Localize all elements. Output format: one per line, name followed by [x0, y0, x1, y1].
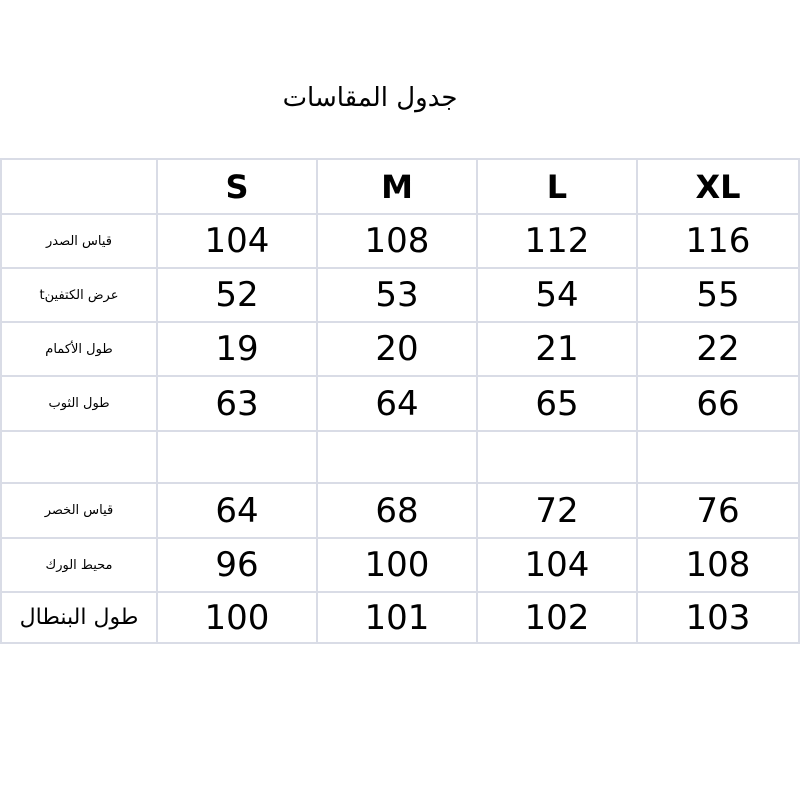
table-cell: 20 — [317, 322, 477, 376]
table-cell: 53 — [317, 268, 477, 322]
row-label: عرض الكتفينt — [1, 268, 157, 322]
table-cell: 65 — [477, 376, 637, 431]
table-row — [1, 322, 799, 376]
table-cell: 108 — [317, 214, 477, 268]
table-cell — [637, 431, 799, 483]
size-header-xl: XL — [637, 159, 799, 214]
table-cell: 52 — [157, 268, 317, 322]
table-cell: 112 — [477, 214, 637, 268]
table-cell: 96 — [157, 538, 317, 592]
table-spacer-row — [1, 431, 799, 483]
table-cell — [317, 431, 477, 483]
row-label: محيط الورك — [1, 538, 157, 592]
table-row — [1, 592, 799, 643]
table-cell: 63 — [157, 376, 317, 431]
table-cell — [157, 431, 317, 483]
header-label-cell — [1, 159, 157, 214]
table-cell: 102 — [477, 592, 637, 643]
table-cell: 64 — [157, 483, 317, 538]
table-cell: 116 — [637, 214, 799, 268]
size-header-m: M — [317, 159, 477, 214]
table-cell: 19 — [157, 322, 317, 376]
row-label — [1, 431, 157, 483]
table-cell: 64 — [317, 376, 477, 431]
table-cell: 100 — [317, 538, 477, 592]
table-cell: 72 — [477, 483, 637, 538]
table-cell: 21 — [477, 322, 637, 376]
table-cell — [477, 431, 637, 483]
table-cell: 66 — [637, 376, 799, 431]
table-cell: 101 — [317, 592, 477, 643]
size-chart-table — [0, 158, 800, 644]
table-cell: 104 — [477, 538, 637, 592]
table-cell: 100 — [157, 592, 317, 643]
row-label: طول البنطال — [1, 592, 157, 643]
table-row — [1, 268, 799, 322]
row-label: قياس الخصر — [1, 483, 157, 538]
row-label: طول الثوب — [1, 376, 157, 431]
size-header-s: S — [157, 159, 317, 214]
page-title: جدول المقاسات — [282, 83, 458, 113]
table-row — [1, 483, 799, 538]
table-cell: 76 — [637, 483, 799, 538]
table-cell: 103 — [637, 592, 799, 643]
size-header-l: L — [477, 159, 637, 214]
table-cell: 54 — [477, 268, 637, 322]
table-header-row — [1, 159, 799, 214]
table-row — [1, 214, 799, 268]
row-label: طول الأكمام — [1, 322, 157, 376]
table-cell: 108 — [637, 538, 799, 592]
table-cell: 104 — [157, 214, 317, 268]
table-cell: 55 — [637, 268, 799, 322]
table-cell: 68 — [317, 483, 477, 538]
row-label: قياس الصدر — [1, 214, 157, 268]
table-cell: 22 — [637, 322, 799, 376]
table-row — [1, 538, 799, 592]
table-row — [1, 376, 799, 431]
